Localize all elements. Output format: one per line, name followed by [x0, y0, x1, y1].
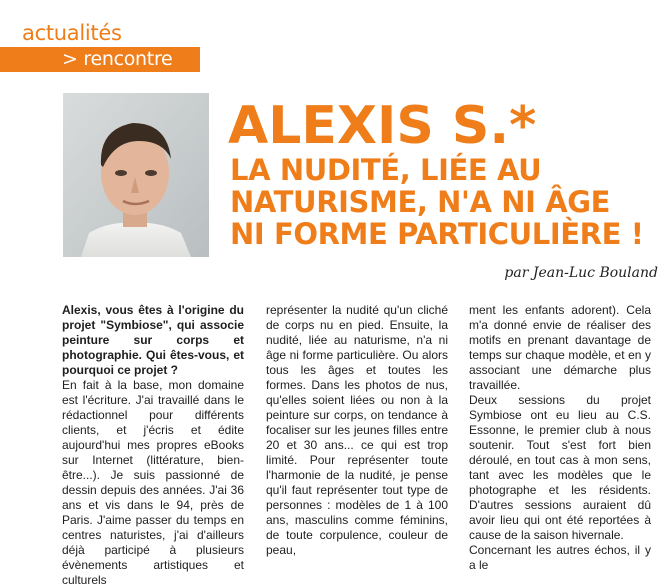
title-subtitle-line: NI FORME PARTICULIÈRE ! — [230, 217, 644, 251]
subsection-label: > rencontre — [0, 47, 200, 72]
article-paragraph: représenter la nudité qu'un cliché de corps nu en pied. Ensuite, la nudité, liée au naturisme, n'a ni âge ni forme particulière. Ou alors tous les âges et toutes les formes. Dans les photos de nus, qu'elles soient liées ou non à la peinture sur corps, on tendance à focaliser sur les jeunes filles entre 20 et 30 ans... ce qui est trop limité. Pour représenter toute l'harmonie de la nudité, je pense qu'il faut représenter tout type de personnes : modèles de 1 à 100 ans, masculins comme féminins, de toute corpulence, couleur de peau, — [266, 303, 448, 557]
title-name: ALEXIS S.* — [228, 96, 537, 156]
article-column-1 — [62, 303, 244, 588]
article-paragraph: ment les enfants adorent). Cela m'a donné envie de réaliser des motifs en prenant davantage de temps sur chaque modèle, et en y associant une démarche plus travaillée. — [469, 303, 651, 392]
article-paragraph: Deux sessions du projet Symbiose ont eu lieu au C.S. Essonne, le premier club à nous soutenir. Tout s'est fort bien déroulé, en tout cas à mon sens, tant avec les modèles que le photographe et les résidents. D'autres sessions auraient dû avoir lieu qui ont été reportées à cause de la saison hivernale. — [469, 393, 651, 542]
title-subtitle-line: NATURISME, N'A NI ÂGE — [230, 185, 611, 219]
article-column-2 — [266, 303, 448, 558]
article-lead: Alexis, vous êtes à l'origine du projet "Symbiose", qui associe peinture sur corps et photographie. Qui êtes-vous, et pourquoi ce projet ? — [62, 303, 244, 377]
article-paragraph: En fait à la base, mon domaine est l'écriture. J'ai travaillé dans le rédactionnel pour différents clients, et j'écris et édite aujourd'hui mes propres eBooks sur Internet (littérature, bien-être...). Je suis passionné de dessin depuis des années. J'ai 36 ans et vis dans le 94, près de Paris. J'aime passer du temps en centres naturistes, j'ai d'ailleurs déjà participé à plusieurs évènements artistiques et culturels — [62, 378, 244, 587]
section-label: actualités — [22, 21, 122, 45]
article-column-3 — [469, 303, 651, 573]
article-paragraph: Concernant les autres échos, il y a le — [469, 543, 651, 572]
article-title — [228, 96, 668, 251]
title-subtitle-line: LA NUDITÉ, LIÉE AU — [230, 153, 542, 187]
portrait-photo — [63, 93, 209, 257]
title-subtitle — [230, 154, 668, 250]
byline: par Jean-Luc Bouland — [504, 265, 658, 281]
